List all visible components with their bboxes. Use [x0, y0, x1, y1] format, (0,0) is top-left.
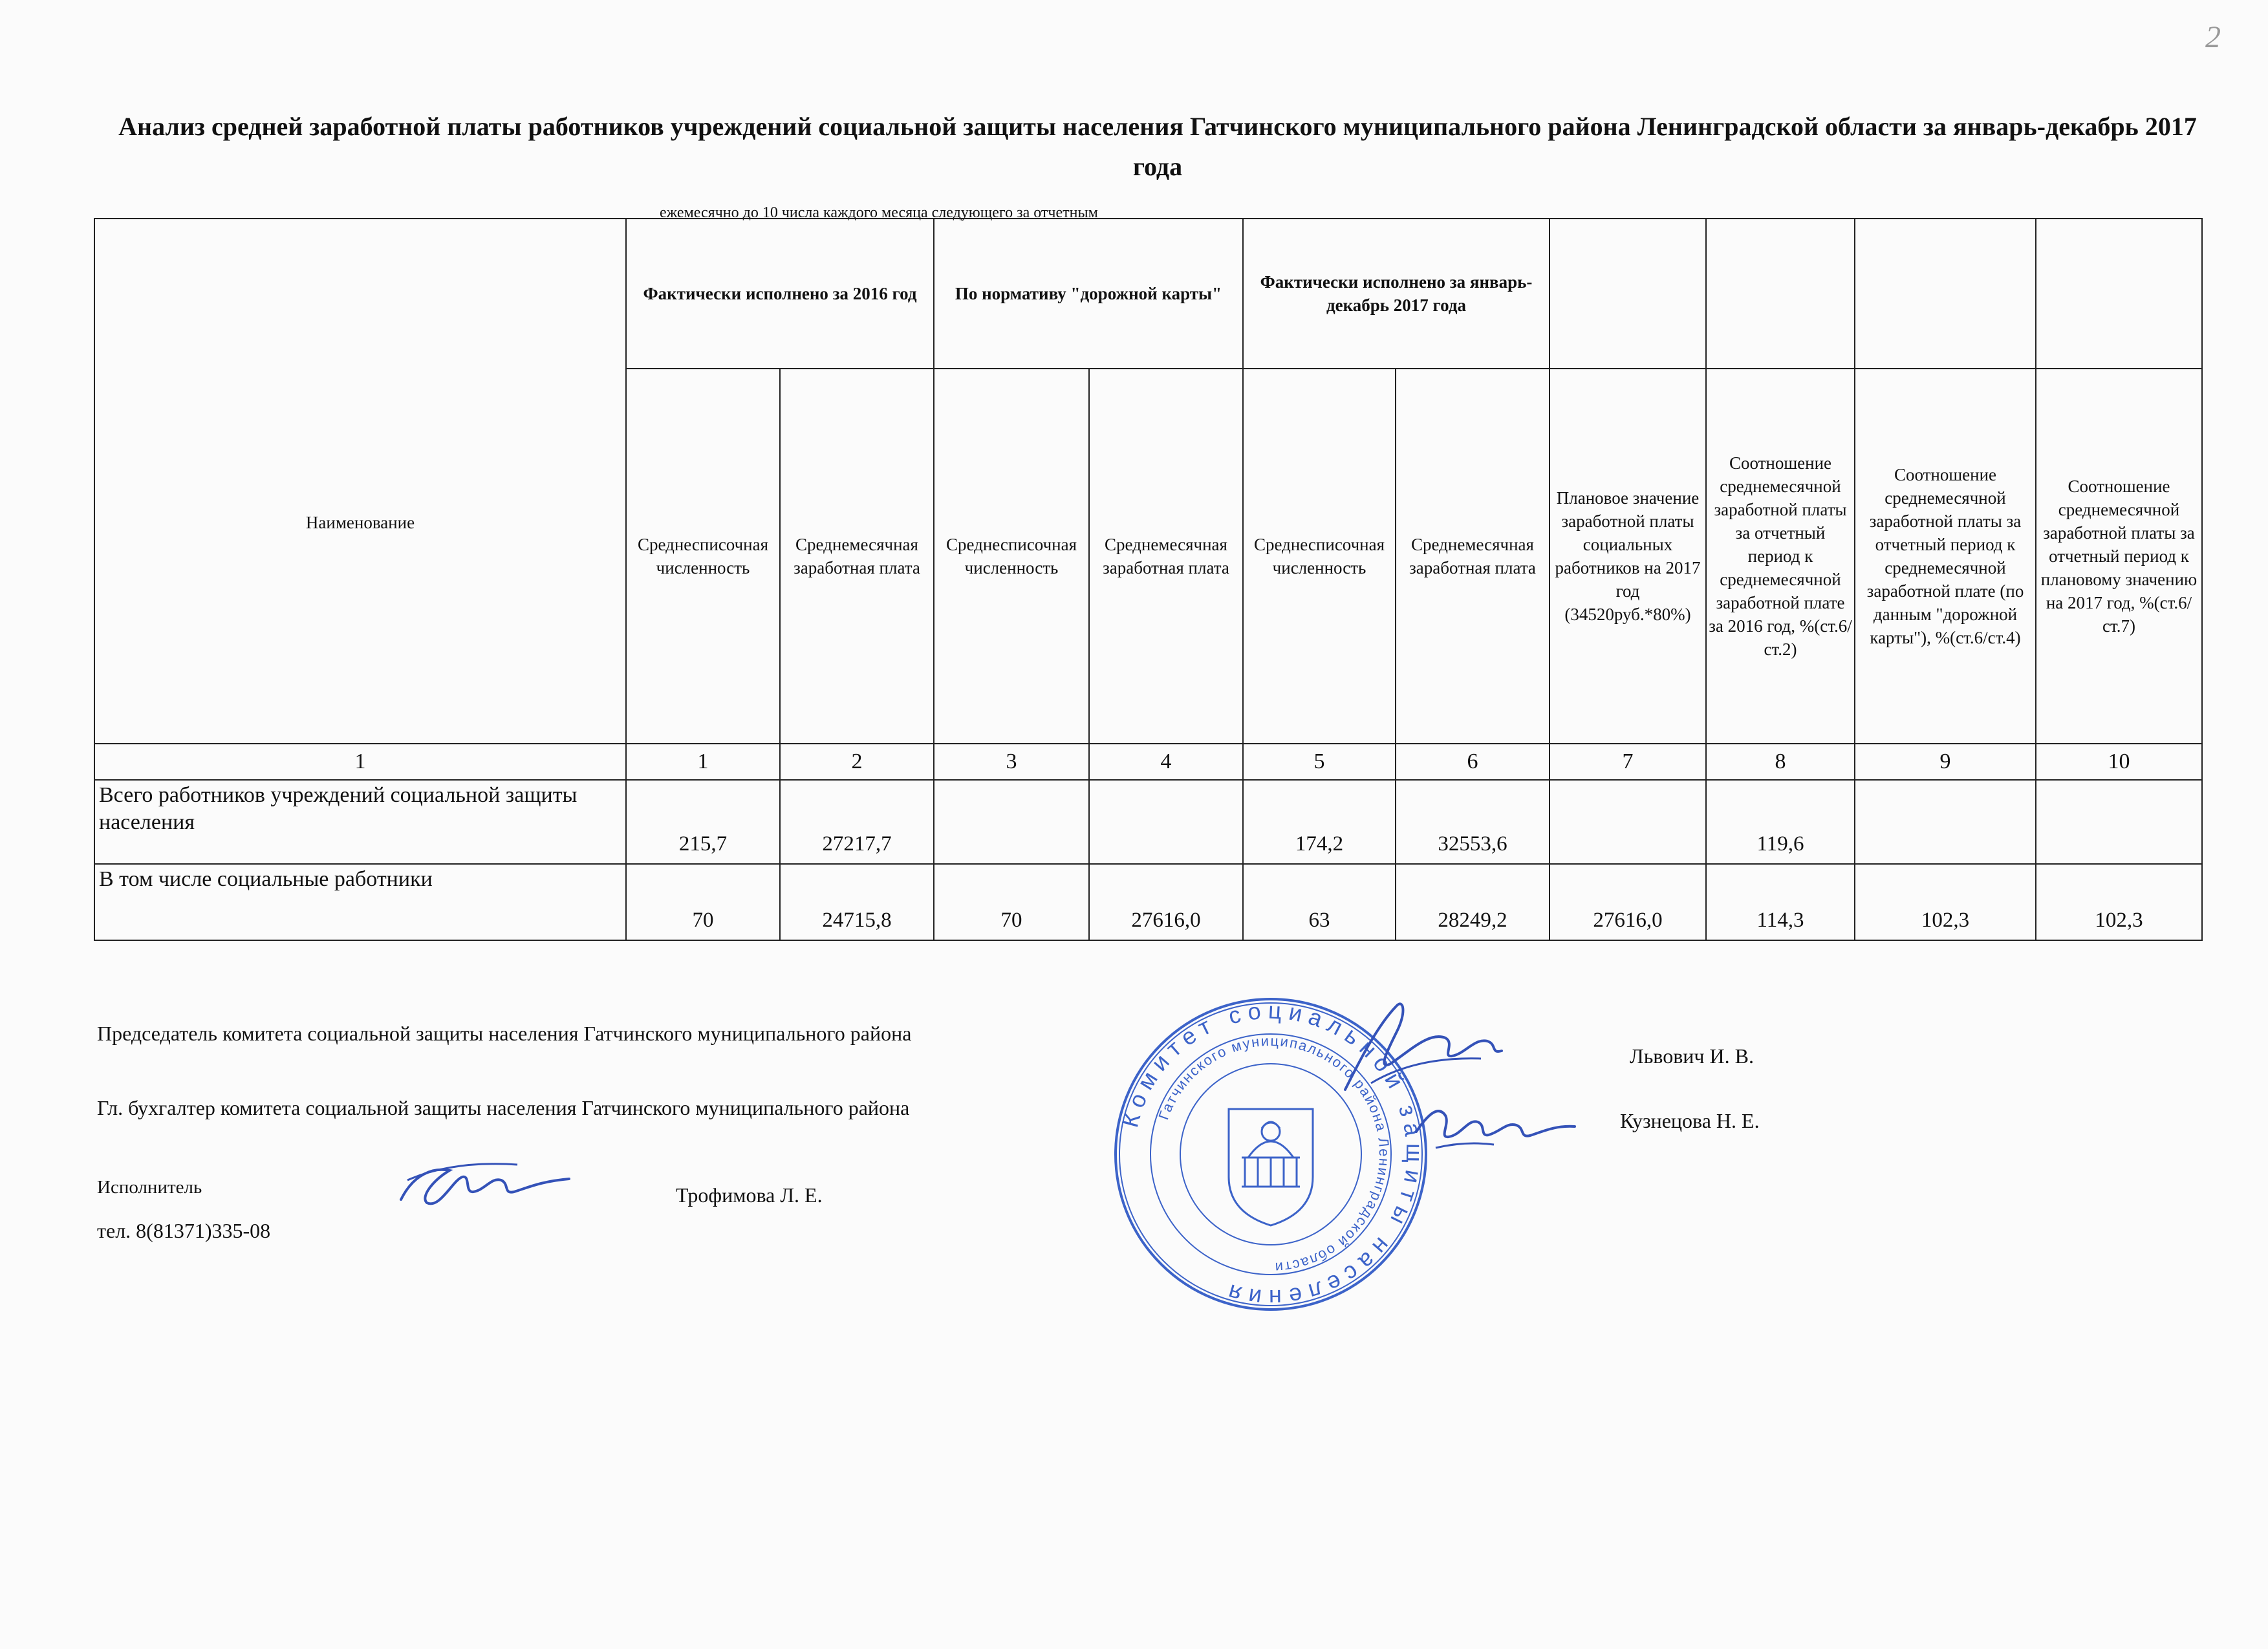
sub-header-col-5: Среднесписочная численность	[1243, 369, 1396, 744]
group-header-empty-8	[1706, 219, 1855, 369]
executor-name: Трофимова Л. Е.	[676, 1183, 823, 1207]
column-number: 5	[1243, 744, 1396, 780]
table-row	[94, 780, 2202, 864]
salary-analysis-table	[94, 218, 2203, 941]
column-number: 1	[626, 744, 780, 780]
name-header: Наименование	[94, 219, 626, 744]
row-value: 119,6	[1706, 780, 1855, 864]
column-number: 8	[1706, 744, 1855, 780]
row-value: 63	[1243, 864, 1396, 940]
column-number: 10	[2036, 744, 2202, 780]
row-value: 27616,0	[1550, 864, 1706, 940]
accountant-role: Гл. бухгалтер комитета социальной защиты населения Гатчинского муниципального района	[97, 1096, 910, 1119]
submission-note: ежемесячно до 10 числа каждого месяца следующего за отчетным	[660, 204, 1098, 221]
row-value: 102,3	[2036, 864, 2202, 940]
row-value: 28249,2	[1396, 864, 1550, 940]
phone-number: тел. 8(81371)335-08	[97, 1219, 271, 1242]
table-row	[94, 864, 2202, 940]
group-header-row	[94, 219, 2202, 369]
chairman-role: Председатель комитета социальной защиты населения Гатчинского муниципального района	[97, 1022, 912, 1045]
row-value: 114,3	[1706, 864, 1855, 940]
row-name: В том числе социальные работники	[94, 864, 626, 940]
sub-header-col-4: Среднемесячная заработная плата	[1089, 369, 1243, 744]
row-value: 27616,0	[1089, 864, 1243, 940]
group-header-empty-9	[1855, 219, 2036, 369]
chairman-name: Львович И. В.	[1630, 1044, 1754, 1068]
row-value	[1550, 780, 1706, 864]
row-value	[1089, 780, 1243, 864]
group-header-road-map: По нормативу "дорожной карты"	[934, 219, 1243, 369]
group-header-empty-10	[2036, 219, 2202, 369]
sub-header-col-1: Среднесписочная численность	[626, 369, 780, 744]
row-value: 27217,7	[780, 780, 934, 864]
row-value: 174,2	[1243, 780, 1396, 864]
sub-header-col-10: Соотношение среднемесячной заработной платы за отчетный период к плановому значению на 2017 год, %(ст.6/ст.7)	[2036, 369, 2202, 744]
row-value: 102,3	[1855, 864, 2036, 940]
group-header-fact-2016: Фактически исполнено за 2016 год	[626, 219, 934, 369]
group-header-fact-2017: Фактически исполнено за январь-декабрь 2017 года	[1243, 219, 1550, 369]
row-value: 32553,6	[1396, 780, 1550, 864]
document-title: Анализ средней заработной платы работников учреждений социальной защиты населения Гатчинского муниципального района Ленинградской области за январь-декабрь 2017 года	[118, 112, 2197, 181]
row-value: 70	[934, 864, 1089, 940]
executor-signature	[388, 1141, 582, 1225]
group-header-empty-7	[1550, 219, 1706, 369]
column-number: 6	[1396, 744, 1550, 780]
sub-header-col-7: Плановое значение заработной платы социальных работников на 2017 год (34520руб.*80%)	[1550, 369, 1706, 744]
row-value	[934, 780, 1089, 864]
column-number: 4	[1089, 744, 1243, 780]
column-number-row	[94, 744, 2202, 780]
accountant-signature	[1410, 1086, 1584, 1164]
sub-header-col-3: Среднесписочная численность	[934, 369, 1089, 744]
column-number: 9	[1855, 744, 2036, 780]
page-number-mark: 2	[2205, 20, 2221, 54]
row-name: Всего работников учреждений социальной защиты населения	[94, 780, 626, 864]
row-value: 215,7	[626, 780, 780, 864]
sub-header-col-2: Среднемесячная заработная плата	[780, 369, 934, 744]
column-number: 7	[1550, 744, 1706, 780]
row-value: 70	[626, 864, 780, 940]
column-number: 2	[780, 744, 934, 780]
sub-header-col-8: Соотношение среднемесячной заработной платы за отчетный период к среднемесячной заработной плате за 2016 год, %(ст.6/ст.2)	[1706, 369, 1855, 744]
stamp-inner-text: Гатчинского муниципального района Ленинградской области	[1155, 1032, 1393, 1277]
accountant-name: Кузнецова Н. Е.	[1620, 1109, 1760, 1132]
executor-label: Исполнитель	[97, 1177, 202, 1198]
stamp-outer-text: Комитет социальной защиты населения	[1116, 997, 1429, 1312]
column-number: 1	[94, 744, 626, 780]
sub-header-col-6: Среднемесячная заработная плата	[1396, 369, 1550, 744]
coat-of-arms-icon	[1229, 1109, 1313, 1225]
row-value	[2036, 780, 2202, 864]
sub-header-col-9: Соотношение среднемесячной заработной платы за отчетный период к среднемесячной заработной плате (по данным "дорожной карты"), %(ст.6/ст.4)	[1855, 369, 2036, 744]
column-number: 3	[934, 744, 1089, 780]
row-value	[1855, 780, 2036, 864]
row-value: 24715,8	[780, 864, 934, 940]
